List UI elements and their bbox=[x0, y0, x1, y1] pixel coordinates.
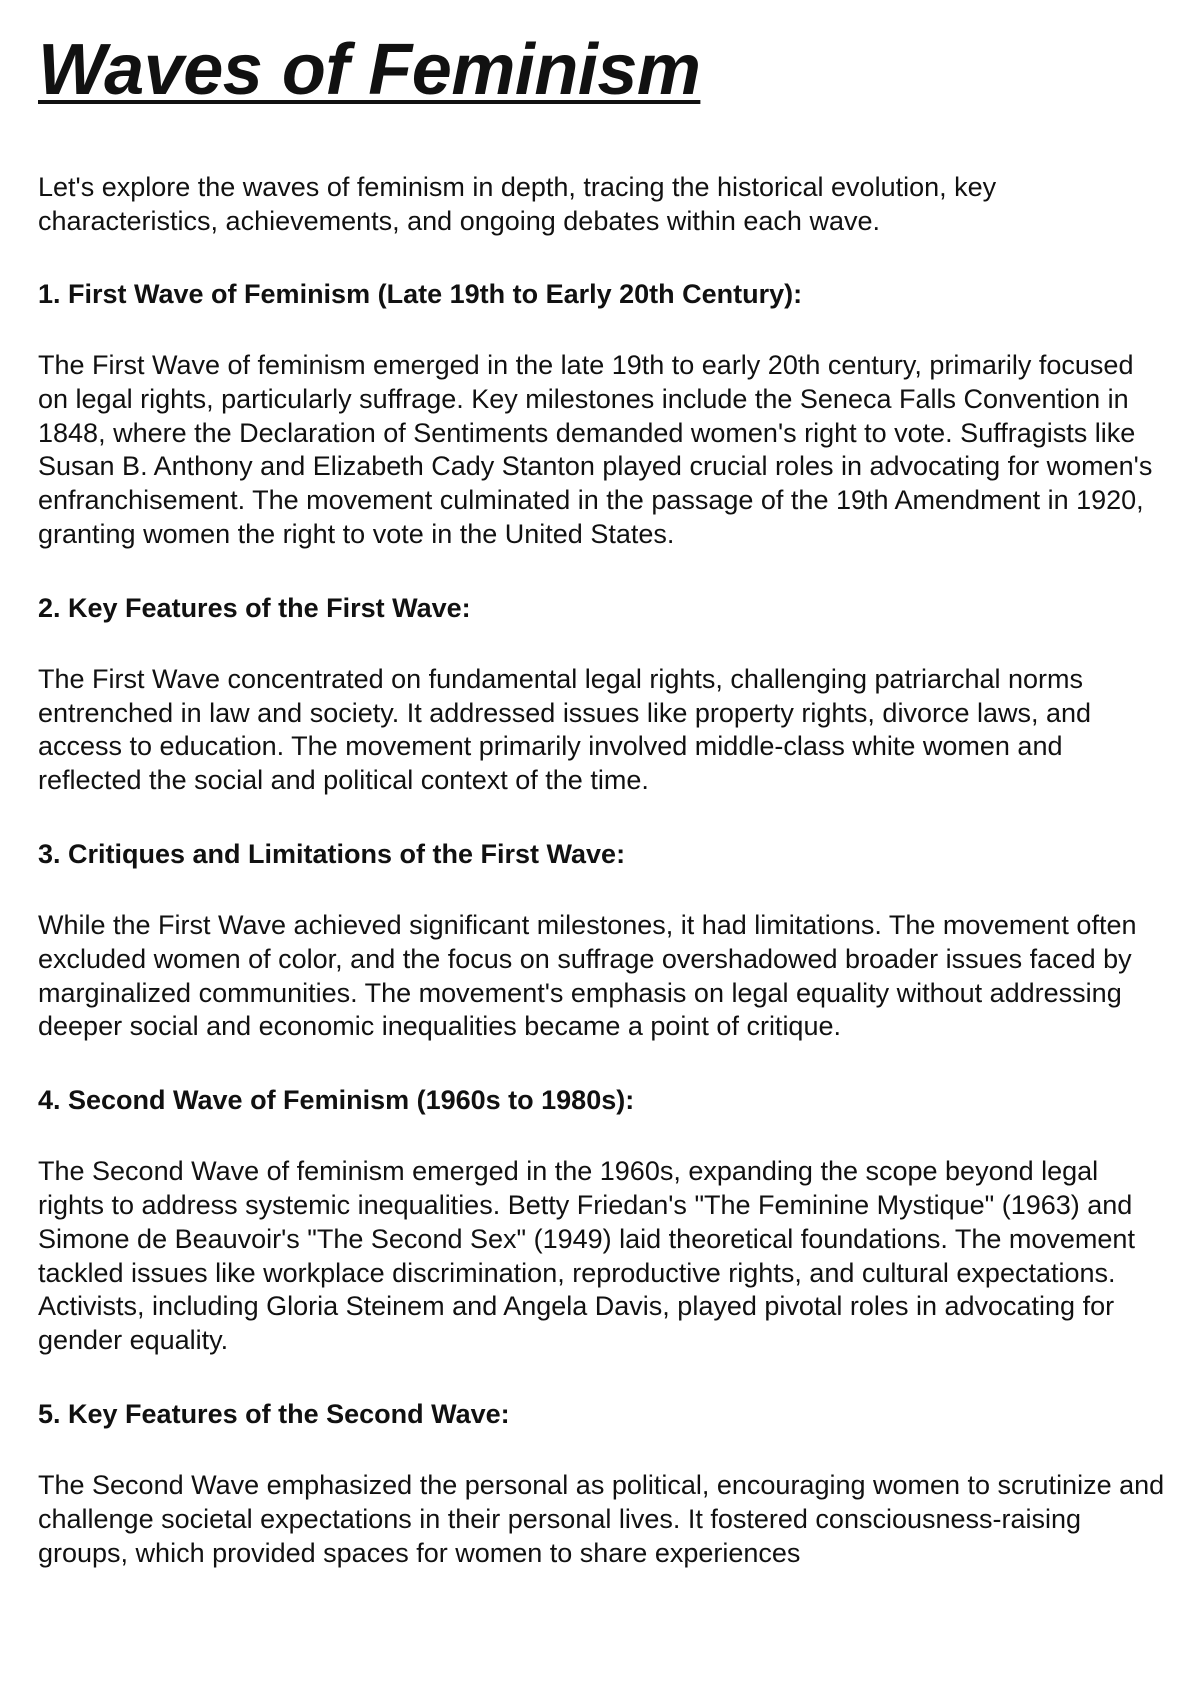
section-heading-first-wave: 1. First Wave of Feminism (Late 19th to Early 20th Century): bbox=[38, 279, 803, 309]
section-heading-first-wave-critiques: 3. Critiques and Limitations of the First Wave: bbox=[38, 838, 626, 869]
intro-paragraph: Let's explore the waves of feminism in depth, tracing the historical evolution, key characteristics, achievements, and ongoing debates within each wave. bbox=[38, 172, 997, 236]
section-body-first-wave: The First Wave of feminism emerged in the late 19th to early 20th century, primarily focused on legal rights, particularly suffrage. Key milestones include the Seneca Falls Convention in 1848, where the Declaration of Sentiments demanded women's right to vote. Suffragists like Susan B. Anthony and Elizabeth Cady Stanton played crucial roles in advocating for women's enfranchisement. The movement culminated in the passage of the 19th Amendment in 1920, granting women the right to vote in the United States. bbox=[38, 350, 1153, 549]
section-heading-second-wave: 4. Second Wave of Feminism (1960s to 1980s): bbox=[38, 1085, 635, 1116]
section-body-second-wave: The Second Wave of feminism emerged in the 1960s, expanding the scope beyond legal rights to address systemic inequalities. Betty Friedan's "The Feminine Mystique" (1963) and Simone de Beauvoir's "The Second Sex" (1949) laid theoretical foundations. The movement tackled issues like workplace discrimination, reproductive rights, and cultural expectations. Activists, including Gloria Steinem and Angela Davis, played pivotal roles in advocating for gender equality. bbox=[38, 1156, 1135, 1356]
page-title: Waves of Feminism bbox=[38, 30, 701, 110]
section-heading-second-wave-features: 5. Key Features of the Second Wave: bbox=[38, 1398, 510, 1429]
section-body-first-wave-features: The First Wave concentrated on fundamental legal rights, challenging patriarchal norms entrenched in law and society. It addressed issues like property rights, divorce laws, and access to education. The movement primarily involved middle-class white women and reflected the social and political context of the time. bbox=[38, 663, 1092, 796]
section-body-second-wave-features: The Second Wave emphasized the personal as political, encouraging women to scrutinize and challenge societal expectations in their personal lives. It fostered consciousness-raising groups, which provided spaces for women to share experiences bbox=[38, 1469, 1165, 1568]
section-body-first-wave-critiques: While the First Wave achieved significant milestones, it had limitations. The movement often excluded women of color, and the focus on suffrage overshadowed broader issues faced by marginalized communities. The movement's emphasis on legal equality without addressing deeper social and economic inequalities became a point of critique. bbox=[38, 909, 1137, 1042]
section-heading-first-wave-features: 2. Key Features of the First Wave: bbox=[38, 592, 471, 623]
